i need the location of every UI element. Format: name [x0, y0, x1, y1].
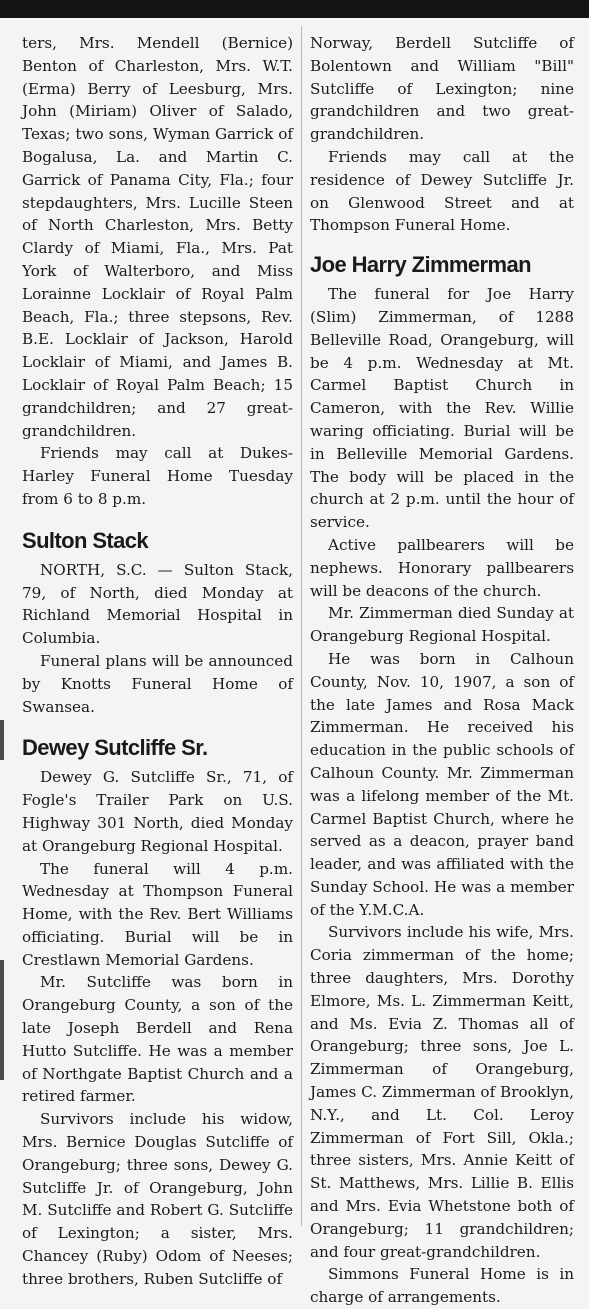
obituary-paragraph: He was born in Calhoun County, Nov. 10, 1907, a son of the late James and Rosa Mack Zimmerman. He received his education in the public schools of Calhoun County. Mr. Zimmerman was a lifelong member of the Mt. Carmel Baptist Church, where he served as a deacon, prayer band leader, and was affiliated with the Sunday School. He was a member of the Y.M.C.A.	[310, 649, 574, 919]
obituary-paragraph: Funeral plans will be announced by Knotts Funeral Home of Swansea.	[22, 651, 293, 716]
obituary-paragraph: Mr. Zimmerman died Sunday at Orangeburg Regional Hospital.	[310, 604, 574, 646]
obituary-continued-paragraph: Friends may call at the residence of Dewey Sutcliffe Jr. on Glenwood Street and at Thompson Funeral Home.	[310, 147, 574, 235]
left-column	[22, 32, 293, 1291]
obituary-continued-paragraph: Norway, Berdell Sutcliffe of Bolentown and William "Bill" Sutcliffe of Lexington; nine grandchildren and two great-grandchildren.	[310, 34, 574, 144]
obituary-paragraph	[22, 559, 293, 650]
page-edge-mark	[0, 720, 4, 760]
obituary-continued-paragraph: Friends may call at Dukes-Harley Funeral Home Tuesday from 6 to 8 p.m.	[22, 444, 293, 508]
obituary-paragraph: Survivors include his widow, Mrs. Bernice Douglas Sutcliffe of Orangeburg; three sons, Dewey G. Sutcliffe Jr. of Orangeburg, John M. Sutcliffe and Robert G. Sutcliffe of Lexington; a sister, Mrs. Chancey (Ruby) Odom of Neeses; three brothers, Ruben Sutcliffe of	[22, 1110, 293, 1288]
obituary-paragraph: Survivors include his wife, Mrs. Coria zimmerman of the home; three daughters, Mrs. Dorothy Elmore, Ms. L. Zimmerman Keitt, and Ms. Evia Z. Thomas all of Orangeburg; three sons, Joe L. Zimmerman of Orangeburg, James C. Zimmerman of Brooklyn, N.Y., and Lt. Col. Leroy Zimmerman of Fort Sill, Okla.; three sisters, Mrs. Annie Keitt of St. Matthews, Mrs. Lillie B. Ellis and Mrs. Evia Whetstone both of Orangeburg; 11 grandchildren; and four great-grandchildren.	[310, 923, 574, 1261]
obituary-paragraph: Mr. Sutcliffe was born in Orangeburg County, a son of the late Joseph Berdell and Rena Hutto Sutcliffe. He was a member of Northgate Baptist Church and a retired farmer.	[22, 973, 293, 1106]
obituary-heading-dewey-sutcliffe: Dewey Sutcliffe Sr.	[22, 735, 208, 761]
obituary-paragraph: The funeral will 4 p.m. Wednesday at Thompson Funeral Home, with the Rev. Bert Williams officiating. Burial will be in Crestlawn Memorial Gardens.	[22, 859, 293, 969]
obituary-paragraph: The funeral for Joe Harry (Slim) Zimmerman, of 1288 Belleville Road, Orangeburg, will be 4 p.m. Wednesday at Mt. Carmel Baptist Church in Cameron, with the Rev. Willie waring officiating. Burial will be in Belleville Memorial Gardens. The body will be placed in the church at 2 p.m. until the hour of service.	[310, 285, 574, 532]
obituary-heading-sulton-stack: Sulton Stack	[22, 527, 149, 553]
page-edge-mark	[0, 960, 4, 1080]
obituary-continued-paragraph: ters, Mrs. Mendell (Bernice) Benton of Charleston, Mrs. W.T. (Erma) Berry of Leesburg, Mrs. John (Miriam) Oliver of Salado, Texas; two sons, Wyman Garrick of Bogalusa, La. and Martin C. Garrick of Panama City, Fla.; four stepdaughters, Mrs. Lucille Steen of North Charleston, Mrs. Betty Clardy of Miami, Fla., Mrs. Pat York of Walterboro, and Miss Lorainne Locklair of Royal Palm Beach, Fla.; three stepsons, Rev. B.E. Locklair of Jackson, Harold Locklair of Miami, and James B. Locklair of Royal Palm Beach; 15 grandchildren; and 27 great-grandchildren.	[22, 34, 293, 440]
obituary-paragraph: Active pallbearers will be nephews. Honorary pallbearers will be deacons of the church.	[310, 535, 574, 600]
obituary-heading-joe-zimmerman: Joe Harry Zimmerman	[310, 252, 531, 278]
page-top-rule	[0, 0, 589, 18]
obituary-paragraph: Dewey G. Sutcliffe Sr., 71, of Fogle's Trailer Park on U.S. Highway 301 North, died Monday at Orangeburg Regional Hospital.	[22, 768, 293, 855]
right-column	[310, 32, 574, 1309]
dateline: NORTH, S.C.	[40, 560, 147, 579]
column-divider	[301, 26, 302, 1226]
obituary-paragraph: Simmons Funeral Home is in charge of arrangements.	[310, 1265, 574, 1307]
obituary-paragraph-text: — Sulton Stack, 79, of North, died Monday at Richland Memorial Hospital in Columbia.	[22, 560, 293, 648]
